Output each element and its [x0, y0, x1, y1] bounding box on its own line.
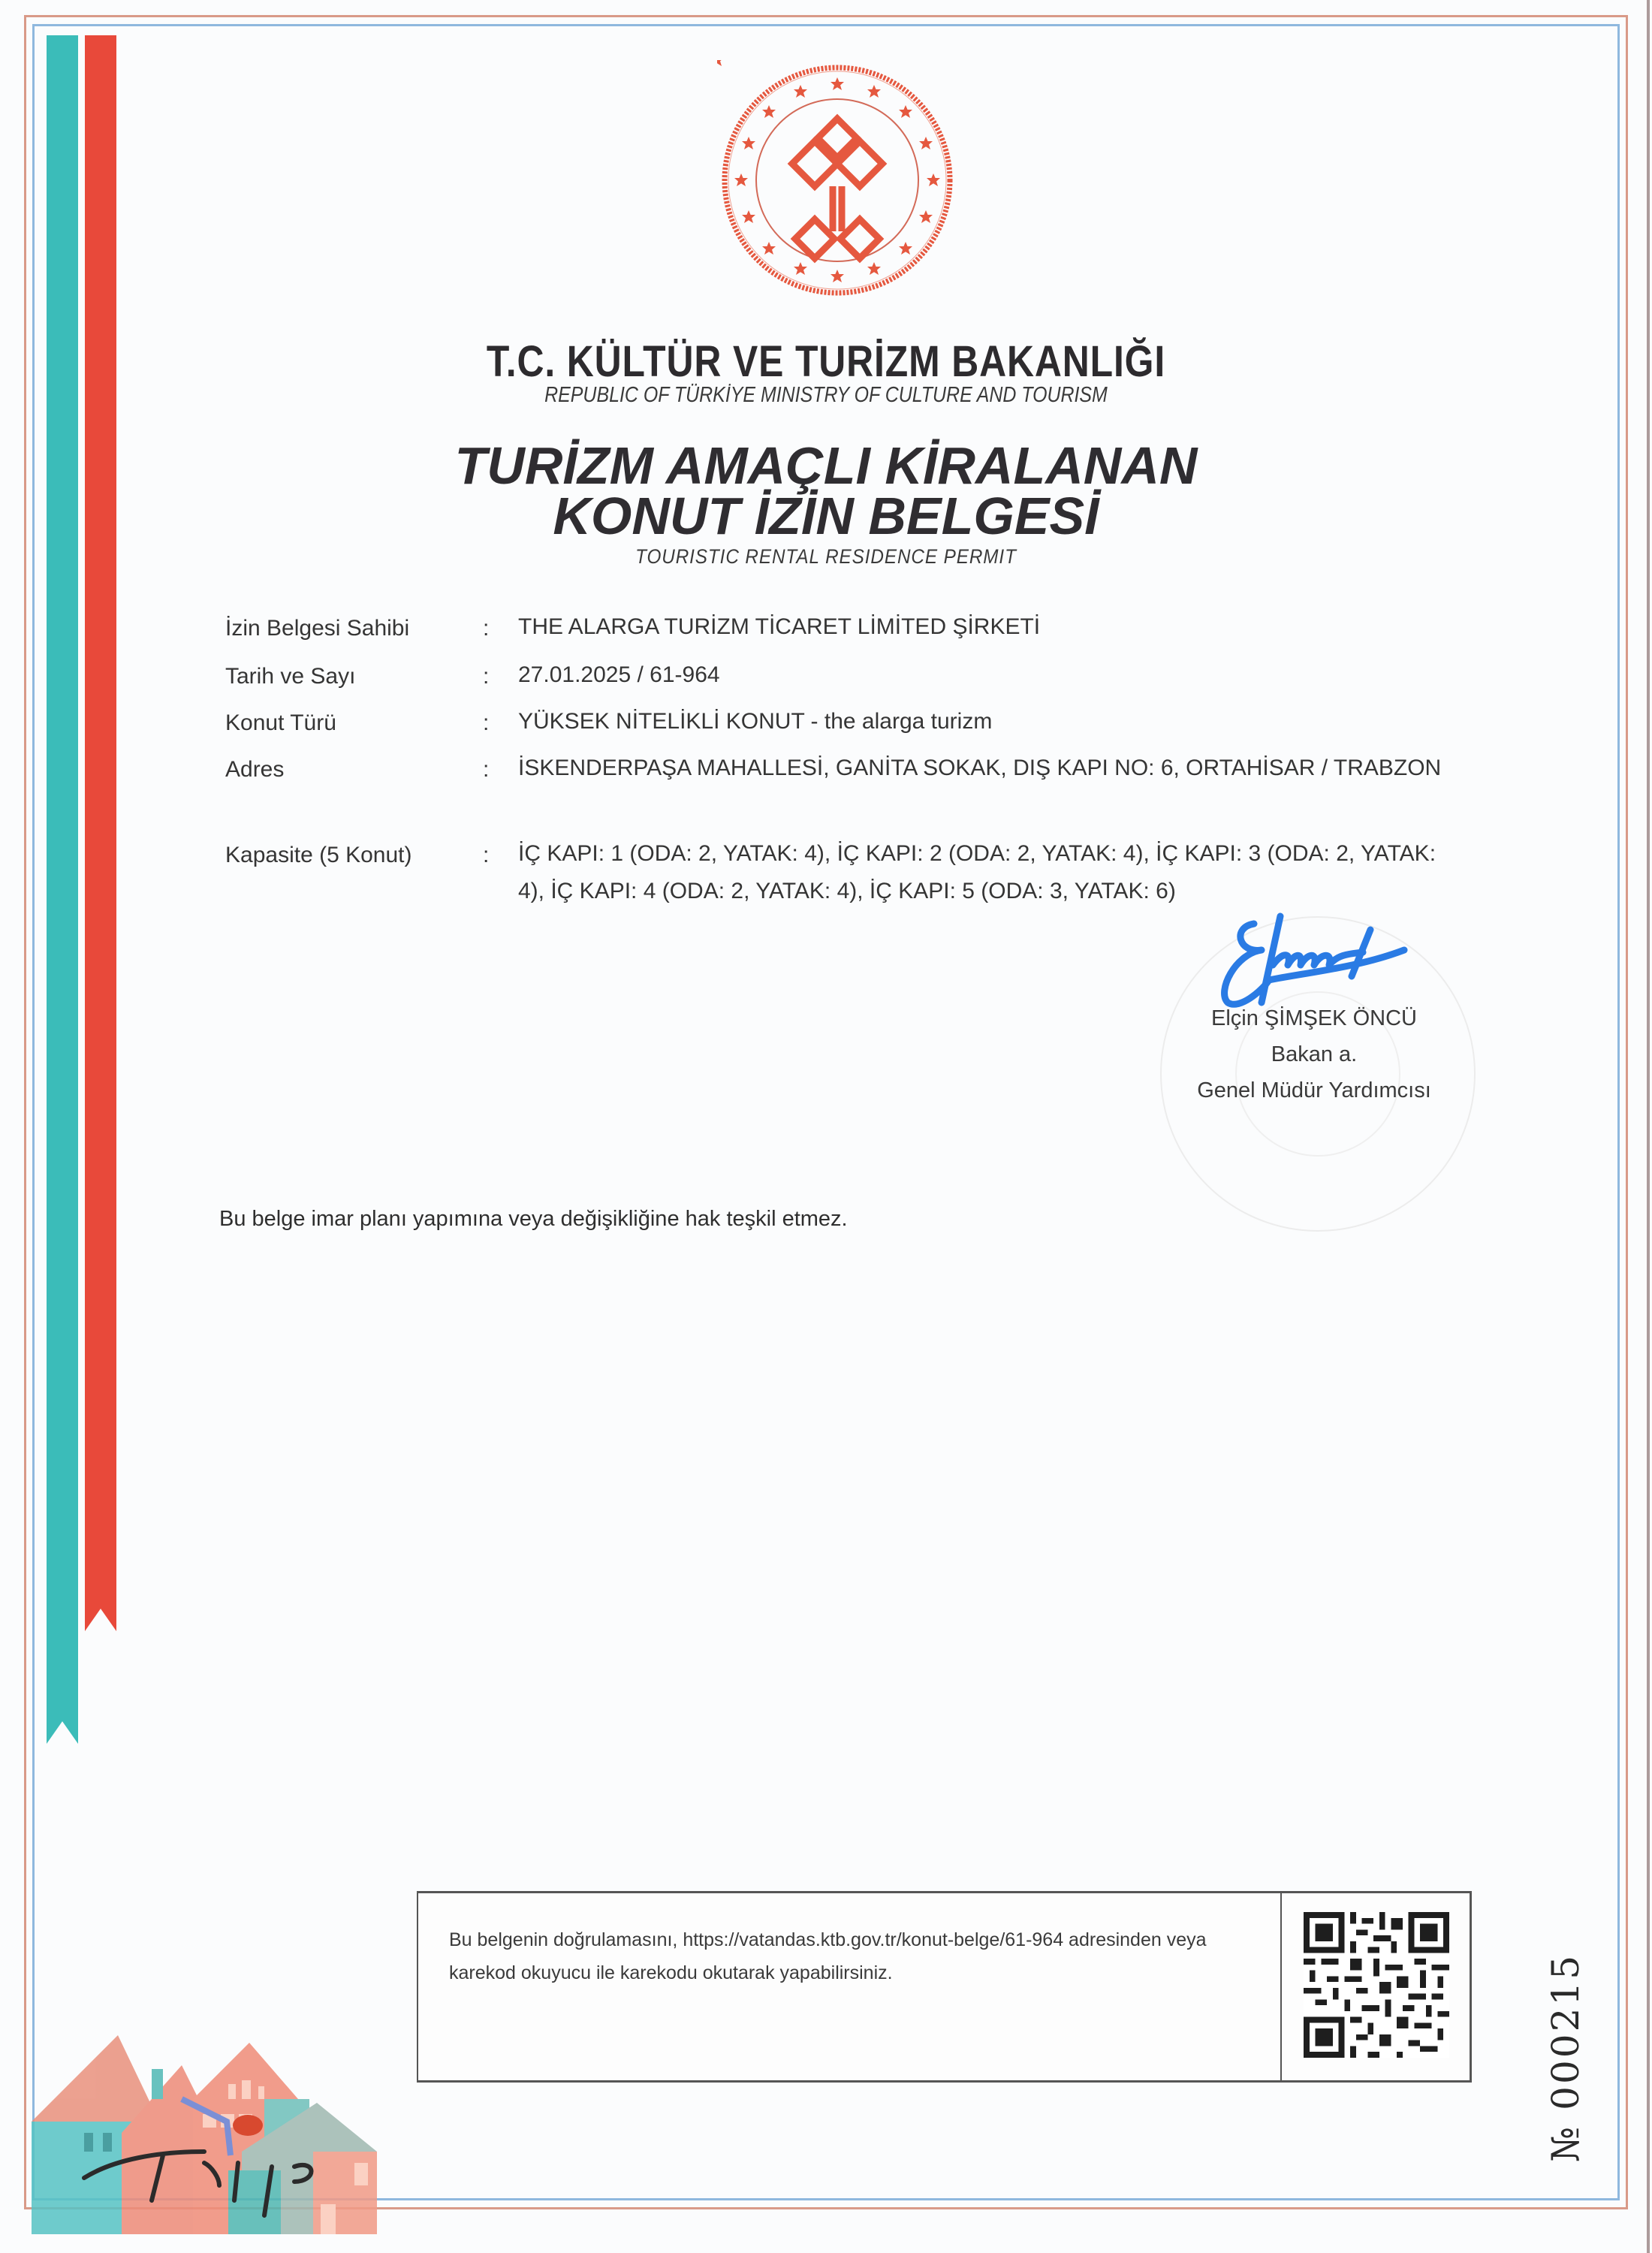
- field-colon: :: [483, 664, 490, 689]
- ministry-emblem-icon: [717, 60, 957, 300]
- serial-number-text: № 000215: [1544, 1953, 1587, 2163]
- turkiye-logo-icon: [32, 1975, 377, 2238]
- document-subtitle: TOURISTIC RENTAL RESIDENCE PERMIT: [635, 545, 1017, 568]
- field-label-capacity: Kapasite (5 Konut): [225, 843, 412, 867]
- red-ribbon-icon: [85, 35, 116, 1631]
- verification-text: Bu belgenin doğrulamasını, https://vatandas.ktb.gov.tr/konut-belge/61-964 adresinden veya karekod okuyucu ile karekodu okutarak yapabilirsiniz.: [449, 1929, 1207, 1983]
- field-value-address: İSKENDERPAŞA MAHALLESİ, GANİTA SOKAK, DIŞ KAPI NO: 6, ORTAHİSAR / TRABZON: [518, 756, 1442, 780]
- qr-code-icon[interactable]: [1304, 1912, 1449, 2058]
- field-label-address: Adres: [225, 757, 285, 782]
- field-colon: :: [483, 843, 490, 867]
- teal-ribbon-icon: [47, 35, 78, 1744]
- paper-edge: [1647, 0, 1650, 2253]
- field-value-residence-type: YÜKSEK NİTELİKLİ KONUT - the alarga turizm: [518, 709, 993, 734]
- zoning-disclaimer-note: Bu belge imar planı yapımına veya değişikliğine hak teşkil etmez.: [219, 1207, 848, 1231]
- field-colon: :: [483, 710, 490, 735]
- signatory-name: Elçin ŞİMŞEK ÖNCÜ: [1211, 1006, 1417, 1030]
- signatory-title: Genel Müdür Yardımcısı: [1197, 1078, 1431, 1102]
- field-value-date-number: 27.01.2025 / 61-964: [518, 662, 720, 687]
- field-label-residence-type: Konut Türü: [225, 710, 336, 735]
- ministry-title: T.C. KÜLTÜR VE TURİZM BAKANLIĞI: [486, 337, 1166, 386]
- signatory-role: Bakan a.: [1271, 1042, 1358, 1066]
- field-label-date-number: Tarih ve Sayı: [225, 664, 356, 689]
- field-value-permit-holder: THE ALARGA TURİZM TİCARET LİMİTED ŞİRKETİ: [518, 614, 1041, 639]
- field-colon: :: [483, 757, 490, 782]
- ministry-subtitle: REPUBLIC OF TÜRKİYE MINISTRY OF CULTURE AND TOURISM: [544, 383, 1108, 407]
- serial-number: [1528, 1923, 1603, 2193]
- document-title-line2: KONUT İZİN BELGESİ: [553, 487, 1099, 545]
- signature-icon: [1209, 909, 1419, 1014]
- verification-divider: [1280, 1891, 1282, 2083]
- field-value-capacity: İÇ KAPI: 1 (ODA: 2, YATAK: 4), İÇ KAPI: 2 (ODA: 2, YATAK: 4), İÇ KAPI: 3 (ODA: 2, YATAK: 4), İÇ KAPI: 4 (ODA: 2, YATAK: 4), İÇ KAPI: 5 (ODA: 3, YATAK: 6): [518, 841, 1436, 903]
- field-colon: :: [483, 616, 490, 641]
- document-title-line1: TURİZM AMAÇLI KİRALANAN: [454, 436, 1198, 495]
- field-label-permit-holder: İzin Belgesi Sahibi: [225, 616, 410, 641]
